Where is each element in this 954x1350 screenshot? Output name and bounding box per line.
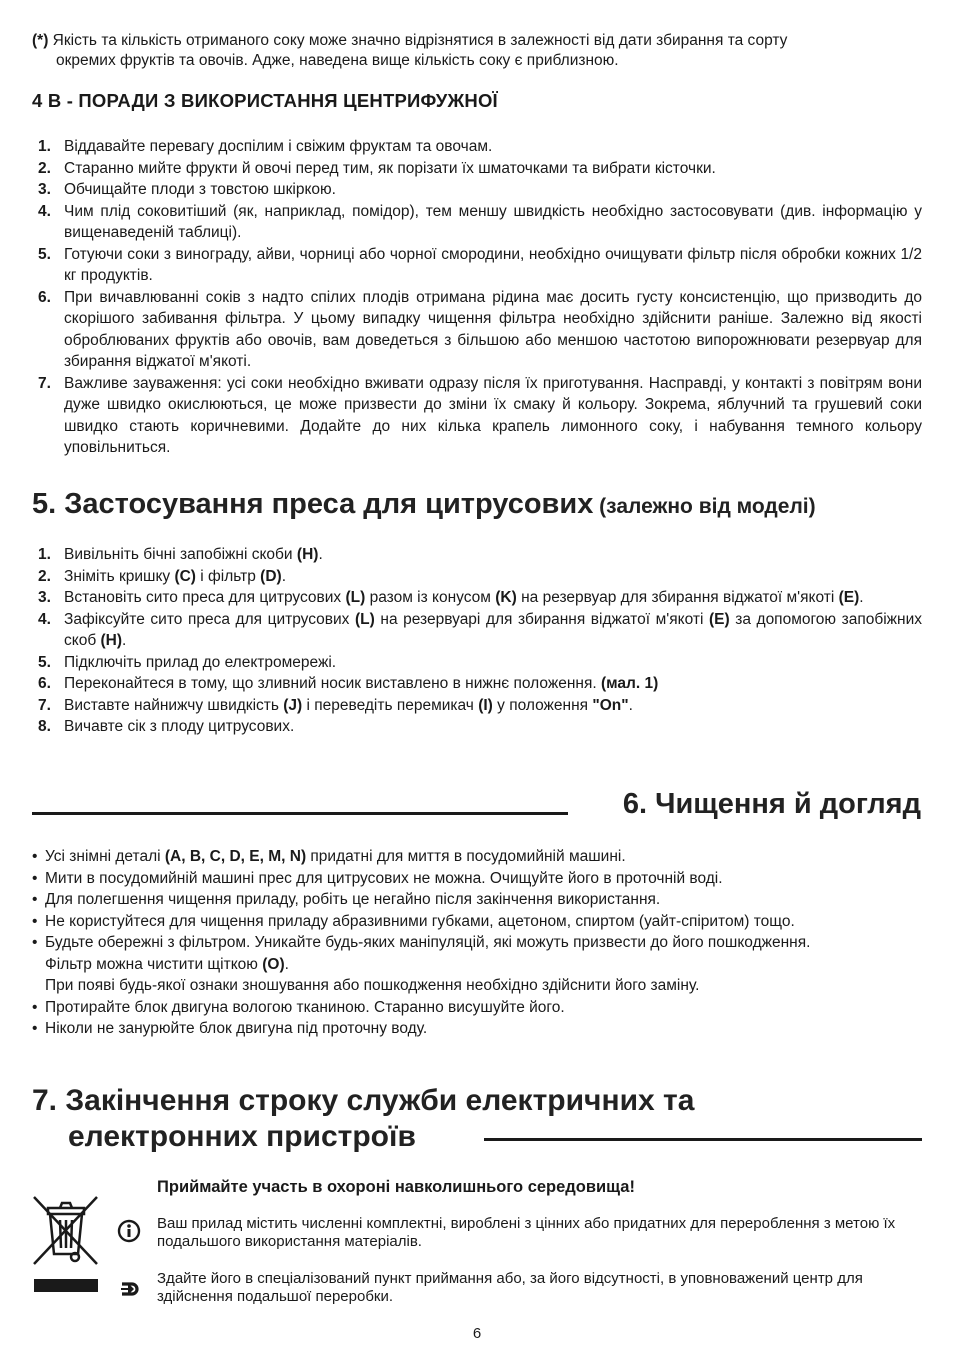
bullet: • xyxy=(32,869,38,887)
list-item xyxy=(32,889,932,911)
section-5-heading xyxy=(32,488,816,521)
item-number: 2. xyxy=(38,567,51,585)
item-text: Вивільніть бічні запобіжні скоби xyxy=(64,546,297,563)
footnote-line-1: Якість та кількість отриманого соку може значно відрізнятися в залежності від дати збирання та сорту xyxy=(48,32,788,49)
item-number: 1. xyxy=(38,138,51,155)
item-text: за допомогою запобіжних скоб xyxy=(64,610,923,649)
environment-heading: Приймайте участь в охороні навколишнього середовища! xyxy=(157,1178,635,1196)
item-text: . xyxy=(122,632,127,649)
part-label: (A, B, C, D, E, M, N) xyxy=(164,848,307,865)
part-label: (L) xyxy=(345,589,366,606)
item-text: Підключіть прилад до електромережі. xyxy=(64,653,337,671)
part-label: (H) xyxy=(296,546,319,563)
section-4b-list xyxy=(32,136,922,459)
list-item-continuation xyxy=(32,975,932,997)
item-number: 1. xyxy=(38,546,51,563)
item-number: 5. xyxy=(38,653,51,671)
item-text: Переконайтеся в тому, що зливний носик виставлено в нижнє положення. xyxy=(64,675,601,692)
footnote xyxy=(32,31,922,71)
item-text: Усі знімні деталі xyxy=(45,848,165,865)
list-item xyxy=(32,932,820,975)
item-text: і фільтр xyxy=(195,567,261,585)
part-label: (C) xyxy=(174,567,196,585)
bullet: • xyxy=(32,998,38,1016)
item-number: 7. xyxy=(38,374,51,392)
section-7-rule xyxy=(484,1138,922,1141)
item-text: Важливе зауваження: усі соки необхідно вживати одразу після їх приготування. Насправді, у контакті з повітрям вони дуже швидко окислюються, це може призвести до зміни їх смаку й кольору. Зокрема, яблучний та грушевий соки швидко стають коричневими. Додайте до них кілька крапель лимонного соку, і набування темного кольору уповільниться. xyxy=(64,374,922,456)
item-number: 8. xyxy=(38,718,51,735)
section-5-list xyxy=(32,544,922,738)
footnote-marker: (*) xyxy=(32,32,49,49)
item-text: . xyxy=(859,589,864,606)
section-7-heading xyxy=(32,1083,694,1155)
weee-crossed-bin-icon xyxy=(31,1194,101,1294)
item-number: 2. xyxy=(38,159,51,177)
item-text: Вичавте сік з плоду цитрусових. xyxy=(64,718,295,735)
item-text: на резервуарі для збирання віджатої м'якоті xyxy=(374,610,709,628)
list-item xyxy=(32,846,932,868)
item-text: на резервуар для збирання віджатої м'якоті xyxy=(516,589,839,606)
list-item xyxy=(32,179,922,201)
item-text: Для полегшення чищення приладу, робіть це негайно після закінчення використання. xyxy=(45,891,661,908)
item-text: Ніколи не занурюйте блок двигуна під проточну воду. xyxy=(45,1020,428,1037)
item-number: 4. xyxy=(38,610,51,628)
part-label: (E) xyxy=(838,589,860,606)
list-item xyxy=(32,373,922,459)
bullet: • xyxy=(32,912,38,930)
part-label: (J) xyxy=(283,696,303,714)
page-number: 6 xyxy=(472,1325,482,1342)
part-label: (D) xyxy=(260,567,282,585)
figure-reference: (мал. 1) xyxy=(600,675,659,692)
list-item xyxy=(32,566,922,588)
list-item xyxy=(32,609,922,652)
list-item xyxy=(32,911,932,933)
item-text: Готуючи соки з винограду, айви, чорниці або чорної смородини, необхідно очищувати фільтр після обробки кожних 1/2 кг продуктів. xyxy=(64,245,922,284)
item-number: 3. xyxy=(38,181,51,198)
environment-text-materials: Ваш прилад містить численні комплектні, вироблені з цінних або придатних для перероблення з метою їх подальшого використання матеріалів. xyxy=(157,1215,896,1250)
section-7-title-line-2: електронних пристроїв xyxy=(68,1120,416,1153)
part-label: (E) xyxy=(708,610,730,628)
section-5-subtitle: (залежно від моделі) xyxy=(593,495,816,518)
item-text: Встановіть сито преса для цитрусових xyxy=(64,589,346,606)
item-text: При появі будь-якої ознаки зношування або пошкодження необхідно здійснити його заміну. xyxy=(45,977,700,994)
switch-position: "On" xyxy=(592,696,629,714)
section-6-list xyxy=(32,846,932,1040)
list-item xyxy=(32,287,922,373)
bullet: • xyxy=(32,891,38,908)
item-text: Зніміть кришку xyxy=(64,567,175,585)
item-text: Віддавайте перевагу доспілим і свіжим фруктам та овочам. xyxy=(64,138,493,155)
item-text: Не користуйтеся для чищення приладу абразивними губками, ацетоном, спиртом (уайт-спіритом) тощо. xyxy=(45,912,795,930)
list-item xyxy=(32,158,922,180)
return-arrow-icon xyxy=(117,1276,141,1300)
bullet: • xyxy=(32,934,38,951)
list-item xyxy=(32,716,922,738)
list-item xyxy=(32,136,922,158)
item-number: 7. xyxy=(38,696,51,714)
environment-text-collection: Здайте його в спеціалізований пункт приймання або, за його відсутності, в уповноважений центр для здійснення подальшої переробки. xyxy=(157,1270,863,1305)
item-number: 6. xyxy=(38,675,51,692)
part-label: (H) xyxy=(100,632,123,649)
item-text: Протирайте блок двигуна вологою тканиною. Старанно висушуйте його. xyxy=(45,998,565,1016)
item-text: Зафіксуйте сито преса для цитрусових xyxy=(64,610,356,628)
item-text: Будьте обережні з фільтром. Уникайте будь-яких маніпуляцій, які можуть призвести до його пошкодження. Фільтр можна чистити щіткою xyxy=(45,934,811,973)
bullet: • xyxy=(32,1020,38,1037)
item-number: 3. xyxy=(38,589,51,606)
section-4b-heading: 4 B - ПОРАДИ З ВИКОРИСТАННЯ ЦЕНТРИФУЖНОЇ xyxy=(32,90,498,111)
item-text: . xyxy=(318,546,323,563)
list-item xyxy=(32,868,932,890)
list-item xyxy=(32,673,922,695)
item-text: Обчищайте плоди з товстою шкіркою. xyxy=(64,181,336,198)
item-number: 6. xyxy=(38,288,51,306)
item-text: . xyxy=(281,567,287,585)
item-text: . xyxy=(284,955,289,973)
list-item xyxy=(32,201,922,244)
item-text: придатні для миття в посудомийній машині. xyxy=(306,848,626,865)
list-item xyxy=(32,652,922,674)
list-item xyxy=(32,244,922,287)
part-label: (L) xyxy=(355,610,375,628)
list-item xyxy=(32,695,922,717)
item-number: 5. xyxy=(38,245,51,263)
section-7-title-line-1: 7. Закінчення строку служби електричних та xyxy=(32,1084,695,1117)
list-item xyxy=(32,1018,932,1040)
item-text: Мити в посудомийній машині прес для цитрусових не можна. Очищуйте його в проточній воді. xyxy=(45,869,723,887)
part-label: (O) xyxy=(262,955,285,973)
footnote-line-2: окремих фруктів та овочів. Адже, наведена вище кількість соку є приблизною. xyxy=(56,52,619,69)
list-item xyxy=(32,544,922,566)
bullet: • xyxy=(32,848,38,865)
item-text: . xyxy=(628,696,633,714)
item-text: При вичавлюванні соків з надто спілих плодів отримана рідина має досить густу консистенцію, що призводить до скорішого забивання фільтра. У цьому випадку чищення фільтра необхідно здійснити раніше. Залежно від якості оброблюваних фруктів або овочів, вам доведеться з більшою або меншою частотою випорожнювати резервуар для збирання віджатої м'якоті. xyxy=(64,288,922,370)
list-item xyxy=(32,587,922,609)
part-label: (K) xyxy=(495,589,517,606)
item-text: Виставте найнижчу швидкість xyxy=(64,696,284,714)
part-label: (I) xyxy=(478,696,493,714)
item-text: і переведіть перемикач xyxy=(302,696,479,714)
section-6-heading: 6. Чищення й догляд xyxy=(622,788,921,820)
item-text: у положення xyxy=(492,696,593,714)
section-6-rule xyxy=(32,812,568,815)
item-text: разом із конусом xyxy=(365,589,496,606)
section-5-title: 5. Застосування преса для цитрусових xyxy=(32,488,594,520)
item-number: 4. xyxy=(38,202,51,220)
item-text: Чим плід соковитіший (як, наприклад, помідор), тем меншу швидкість необхідно застосовувати (див. інформацію у вищенаведеній таблиці). xyxy=(64,202,922,241)
item-text: Старанно мийте фрукти й овочі перед тим, як порізати їх шматочками та вибрати кісточки. xyxy=(64,159,716,177)
list-item xyxy=(32,997,932,1019)
info-icon xyxy=(117,1219,141,1243)
